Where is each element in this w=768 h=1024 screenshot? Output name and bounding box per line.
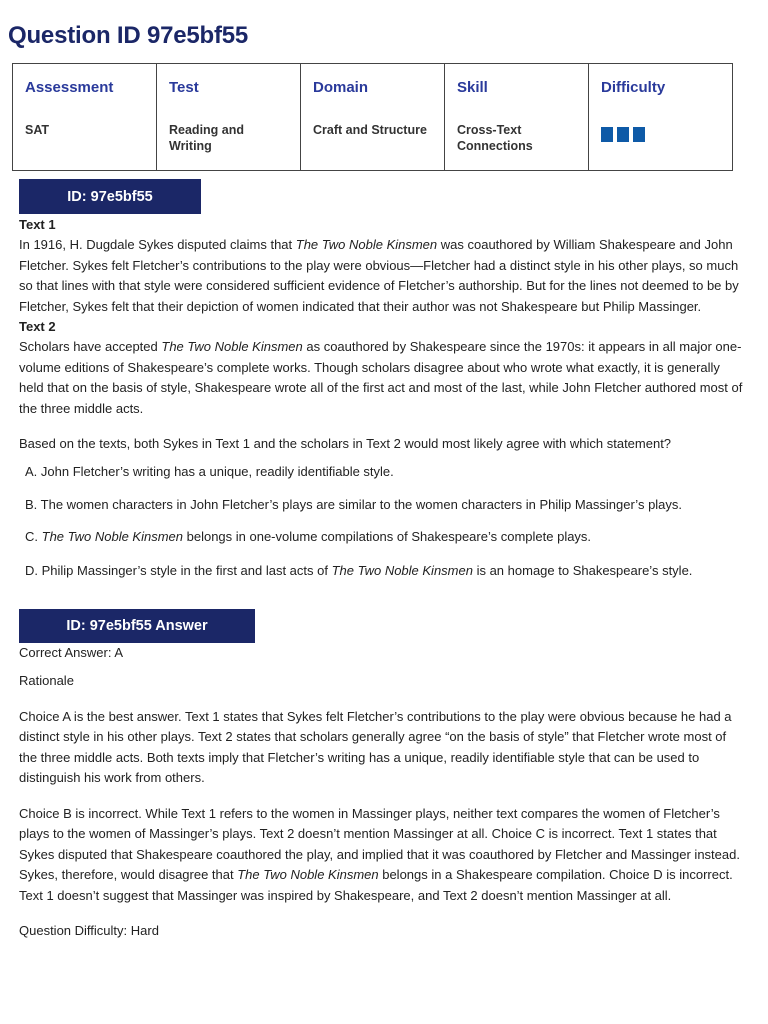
choice-c[interactable] <box>25 527 745 547</box>
text1-title: The Two Noble Kinsmen <box>295 237 438 253</box>
skill-value <box>457 122 576 154</box>
assessment-value: SAT <box>25 123 50 137</box>
rationale-label: Rationale <box>19 673 74 688</box>
assessment-cell <box>13 64 157 171</box>
text1-part1: In 1916, H. Dugdale Sykes disputed claims that <box>19 237 296 253</box>
text2-part2: as coauthored by Shakespeare since the 1970s: it appears in all major one-volume editions of Shakespeare’s complete works. Though scholars disagree about who wrote what exactly, it is generally held that on the basis of style, Shakespeare wrote all of the first act and most of the last, while John Fletcher authored most of the three middle acts. <box>19 339 743 416</box>
choice-d-title: The Two Noble Kinsmen <box>331 563 473 578</box>
difficulty-bar <box>633 127 645 142</box>
rationale-paragraph-2 <box>19 804 745 906</box>
choice-d[interactable] <box>25 561 745 581</box>
choice-c-text: belongs in one-volume compilations of Shakespeare’s complete plays. <box>183 529 592 544</box>
choice-d-text-post: is an homage to Shakespeare’s style. <box>472 563 693 578</box>
rationale-paragraph-2-post: belongs in a Shakespeare compilation. Choice D is incorrect. Text 1 doesn’t suggest that Massinger was inspired by Shakespeare, and Text 2 doesn’t mention Massinger at all. <box>19 867 733 903</box>
choice-d-text-pre: D. Philip Massinger’s style in the first and last acts of <box>25 563 332 578</box>
text2-body <box>19 337 745 419</box>
test-value: Reading and Writing <box>169 123 245 153</box>
rationale-paragraph-2-title: The Two Noble Kinsmen <box>237 867 379 883</box>
difficulty-bar <box>601 127 613 142</box>
assessment-header: Assessment <box>25 79 114 96</box>
rationale-paragraph-1: Choice A is the best answer. Text 1 states that Sykes felt Fletcher’s contributions to the play were obvious because he had a distinct style in his other plays. Text 2 states that scholars generally agree “on the basis of style” that Fletcher wrote most of the three middle acts. Both texts imply that Fletcher’s writing has a unique, readily identifiable style that can be used to distinguish his work from others. <box>19 709 732 786</box>
passage <box>19 215 745 419</box>
difficulty-bar <box>617 127 629 142</box>
skill-header: Skill <box>457 79 488 96</box>
domain-cell <box>301 64 445 171</box>
test-cell <box>157 64 301 171</box>
text1-body <box>19 235 745 317</box>
question-metadata-table <box>12 63 733 171</box>
text1-label: Text 1 <box>19 217 56 232</box>
domain-header: Domain <box>313 79 369 96</box>
choice-c-title: The Two Noble Kinsmen <box>41 529 183 544</box>
rationale-paragraph-2-pre: Choice B is incorrect. While Text 1 refers to the women in Massinger plays, neither text compares the women of Fletcher’s plays to the women of Massinger’s plays. Text 2 doesn’t mention Massinger at all. Choice C is incorrect. Text 1 states that Sykes disputed that Shakespeare coauthored the play, and implied that it was coauthored by Fletcher and Massinger instead. Sykes, therefore, would disagree that <box>19 806 740 883</box>
text2-title: The Two Noble Kinsmen <box>161 339 303 355</box>
difficulty-indicator <box>601 127 720 142</box>
choice-b[interactable]: B. The women characters in John Fletcher’s plays are similar to the women characters in Philip Massinger’s plays. <box>25 497 683 512</box>
question-id-banner: ID: 97e5bf55 <box>19 179 201 214</box>
page-title: Question ID 97e5bf55 <box>8 22 249 49</box>
question-prompt: Based on the texts, both Sykes in Text 1 and the scholars in Text 2 would most likely agree with which statement? <box>19 436 672 451</box>
skill-cell <box>445 64 589 171</box>
text2-label: Text 2 <box>19 319 56 335</box>
choice-c-letter: C. <box>25 529 42 544</box>
test-header: Test <box>169 79 199 96</box>
skill-value-line1: Cross-Text <box>457 123 522 137</box>
difficulty-header: Difficulty <box>601 79 666 96</box>
correct-answer: Correct Answer: A <box>19 645 124 660</box>
domain-value: Craft and Structure <box>313 123 427 137</box>
text2-part1: Scholars have accepted <box>19 339 162 355</box>
difficulty-cell <box>589 64 733 171</box>
skill-value-line2: Connections <box>457 139 533 153</box>
choice-a[interactable]: A. John Fletcher’s writing has a unique, readily identifiable style. <box>25 464 394 479</box>
text1-part2: was coauthored by William Shakespeare and John Fletcher. Sykes felt Fletcher’s contributions to the play were obvious—Fletcher had a distinct style in his other plays, so much so that lines with that style were considered sufficient evidence of Fletcher’s authorship. But for the lines not deemed to be by Fletcher, Sykes felt that their depiction of women indicated that their author was not Shakespeare but Philip Massinger. <box>19 237 739 314</box>
answer-id-banner: ID: 97e5bf55 Answer <box>19 609 255 643</box>
question-difficulty: Question Difficulty: Hard <box>19 923 159 938</box>
